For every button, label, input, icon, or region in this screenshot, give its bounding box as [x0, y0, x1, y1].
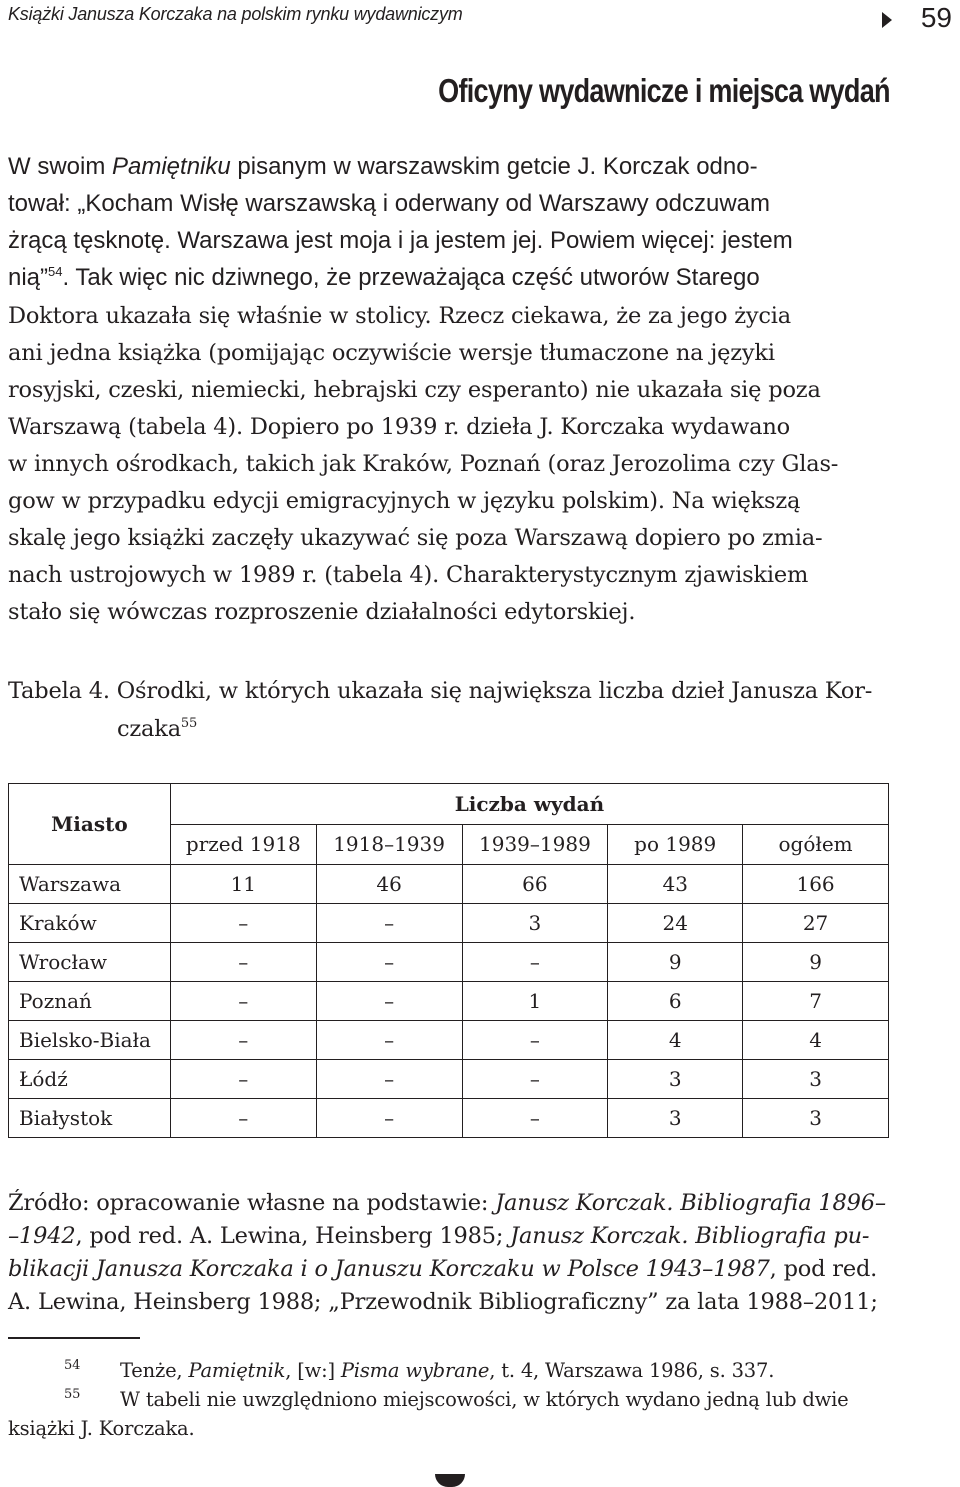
- body-line: nach ustrojowych w 1989 r. (tabela 4). Charakterystycznym zjawiskiem: [8, 562, 809, 588]
- source-line: A. Lewina, Heinsberg 1988; „Przewodnik Bibliograficzny” za lata 1988–2011;: [8, 1289, 878, 1315]
- body-line: tował: „Kocham Wisłę warszawską i oderwany od Warszawy odczuwam: [8, 190, 771, 217]
- table-cell: 43: [608, 865, 743, 904]
- body-line: skalę jego książki zaczęły ukazywać się poza Warszawą dopiero po zmia-: [8, 525, 823, 551]
- table-row: [9, 865, 889, 904]
- table-cell: 9: [743, 943, 889, 982]
- source-line: Źródło: opracowanie własne na podstawie: Janusz Korczak. Bibliografia 1896–: [8, 1190, 886, 1216]
- page-marker-triangle: [882, 12, 892, 28]
- body-line: Warszawą (tabela 4). Dopiero po 1939 r. dzieła J. Korczaka wydawano: [8, 414, 791, 440]
- column-header: 1939–1989: [462, 824, 608, 865]
- body-line: Doktora ukazała się właśnie w stolicy. Rzecz ciekawa, że za jego życia: [8, 303, 792, 329]
- body-line: gow w przypadku edycji emigracyjnych w języku polskim). Na większą: [8, 488, 801, 514]
- table-cell: 27: [743, 904, 889, 943]
- table-row: [9, 1060, 889, 1099]
- table-cell: –: [316, 1060, 462, 1099]
- city-cell: Kraków: [9, 904, 171, 943]
- table-cell: –: [316, 1021, 462, 1060]
- table-row: [9, 1021, 889, 1060]
- column-header-city: Miasto: [9, 784, 171, 865]
- table-cell: 9: [608, 943, 743, 982]
- table-caption: Tabela 4. Ośrodki, w których ukazała się największa liczba dzieł Janusza Kor- czaka$^{55}$: [8, 678, 873, 742]
- body-line: nią”$^{54}$. Tak więc nic dziwnego, że przeważająca część utworów Starego: [8, 264, 760, 291]
- footnote-54: 54 Tenże, Pamiętnik, [w:] Pisma wybrane, t. 4, Warszawa 1986, s. 337.: [64, 1358, 775, 1382]
- table-row: [9, 904, 889, 943]
- table-cell: –: [170, 982, 316, 1021]
- table-cell: 11: [170, 865, 316, 904]
- table-cell: 3: [743, 1099, 889, 1138]
- body-line: żrącą tęsknotę. Warszawa jest moja i ja jestem jej. Powiem więcej: jestem: [8, 227, 793, 254]
- source-line: blikacji Janusza Korczaka i o Januszu Korczaku w Polsce 1943–1987, pod red.: [8, 1256, 878, 1282]
- body-line: W swoim Pamiętniku pisanym w warszawskim getcie J. Korczak odno-: [8, 153, 758, 180]
- city-cell: Białystok: [9, 1099, 171, 1138]
- table-cell: 3: [462, 904, 608, 943]
- page-number: 59: [920, 2, 952, 33]
- table-cell: –: [462, 943, 608, 982]
- column-group-header: Liczba wydań: [170, 784, 888, 825]
- column-header: przed 1918: [170, 824, 316, 865]
- footnote-rule: [8, 1337, 140, 1339]
- table-cell: –: [316, 982, 462, 1021]
- city-cell: Bielsko-Biała: [9, 1021, 171, 1060]
- body-line: w innych ośrodkach, takich jak Kraków, Poznań (oraz Jerozolima czy Glas-: [8, 451, 839, 477]
- table-row: [9, 943, 889, 982]
- table-cell: –: [170, 943, 316, 982]
- body-line: rosyjski, czeski, niemiecki, hebrajski czy esperanto) nie ukazała się poza: [8, 377, 821, 403]
- table-cell: 1: [462, 982, 608, 1021]
- table-cell: –: [316, 943, 462, 982]
- table-cell: 66: [462, 865, 608, 904]
- table-cell: 4: [608, 1021, 743, 1060]
- section-title: Oficyny wydawnicze i miejsca wydań: [438, 72, 890, 109]
- footnote-ref: 55: [180, 716, 198, 731]
- table-cell: 166: [743, 865, 889, 904]
- footnote-ref: 54: [48, 264, 63, 279]
- table-cell: –: [170, 1021, 316, 1060]
- table-cell: 3: [743, 1060, 889, 1099]
- footnote-55-continued: książki J. Korczaka.: [8, 1417, 195, 1440]
- table-row: [9, 982, 889, 1021]
- table-cell: –: [170, 1060, 316, 1099]
- table-cell: 6: [608, 982, 743, 1021]
- table-cell: 24: [608, 904, 743, 943]
- table-cell: 7: [743, 982, 889, 1021]
- table-cell: –: [316, 904, 462, 943]
- body-line: stało się wówczas rozproszenie działalności edytorskiej.: [8, 599, 636, 625]
- table-cell: –: [462, 1099, 608, 1138]
- running-head: Książki Janusza Korczaka na polskim rynku wydawniczym: [8, 4, 463, 24]
- table-row: [9, 1099, 889, 1138]
- body-line: ani jedna książka (pomijając oczywiście wersje tłumaczone na języki: [8, 340, 775, 366]
- footnote-55: 55 W tabeli nie uwzględniono miejscowości, w których wydano jedną lub dwie: [64, 1387, 849, 1411]
- table-cell: –: [316, 1099, 462, 1138]
- table-cell: 46: [316, 865, 462, 904]
- column-header: ogółem: [743, 824, 889, 865]
- city-cell: Wrocław: [9, 943, 171, 982]
- table-cell: 3: [608, 1060, 743, 1099]
- source-line: –1942, pod red. A. Lewina, Heinsberg 1985; Janusz Korczak. Bibliografia pu-: [8, 1223, 870, 1249]
- city-cell: Łódź: [9, 1060, 171, 1099]
- column-header: 1918–1939: [316, 824, 462, 865]
- editions-table: [8, 783, 889, 1138]
- table-cell: –: [462, 1060, 608, 1099]
- column-header: po 1989: [608, 824, 743, 865]
- city-cell: Warszawa: [9, 865, 171, 904]
- table-cell: 3: [608, 1099, 743, 1138]
- table-cell: –: [170, 904, 316, 943]
- table-cell: –: [170, 1099, 316, 1138]
- table-cell: 4: [743, 1021, 889, 1060]
- table-cell: –: [462, 1021, 608, 1060]
- page-ornament: [435, 1474, 465, 1487]
- city-cell: Poznań: [9, 982, 171, 1021]
